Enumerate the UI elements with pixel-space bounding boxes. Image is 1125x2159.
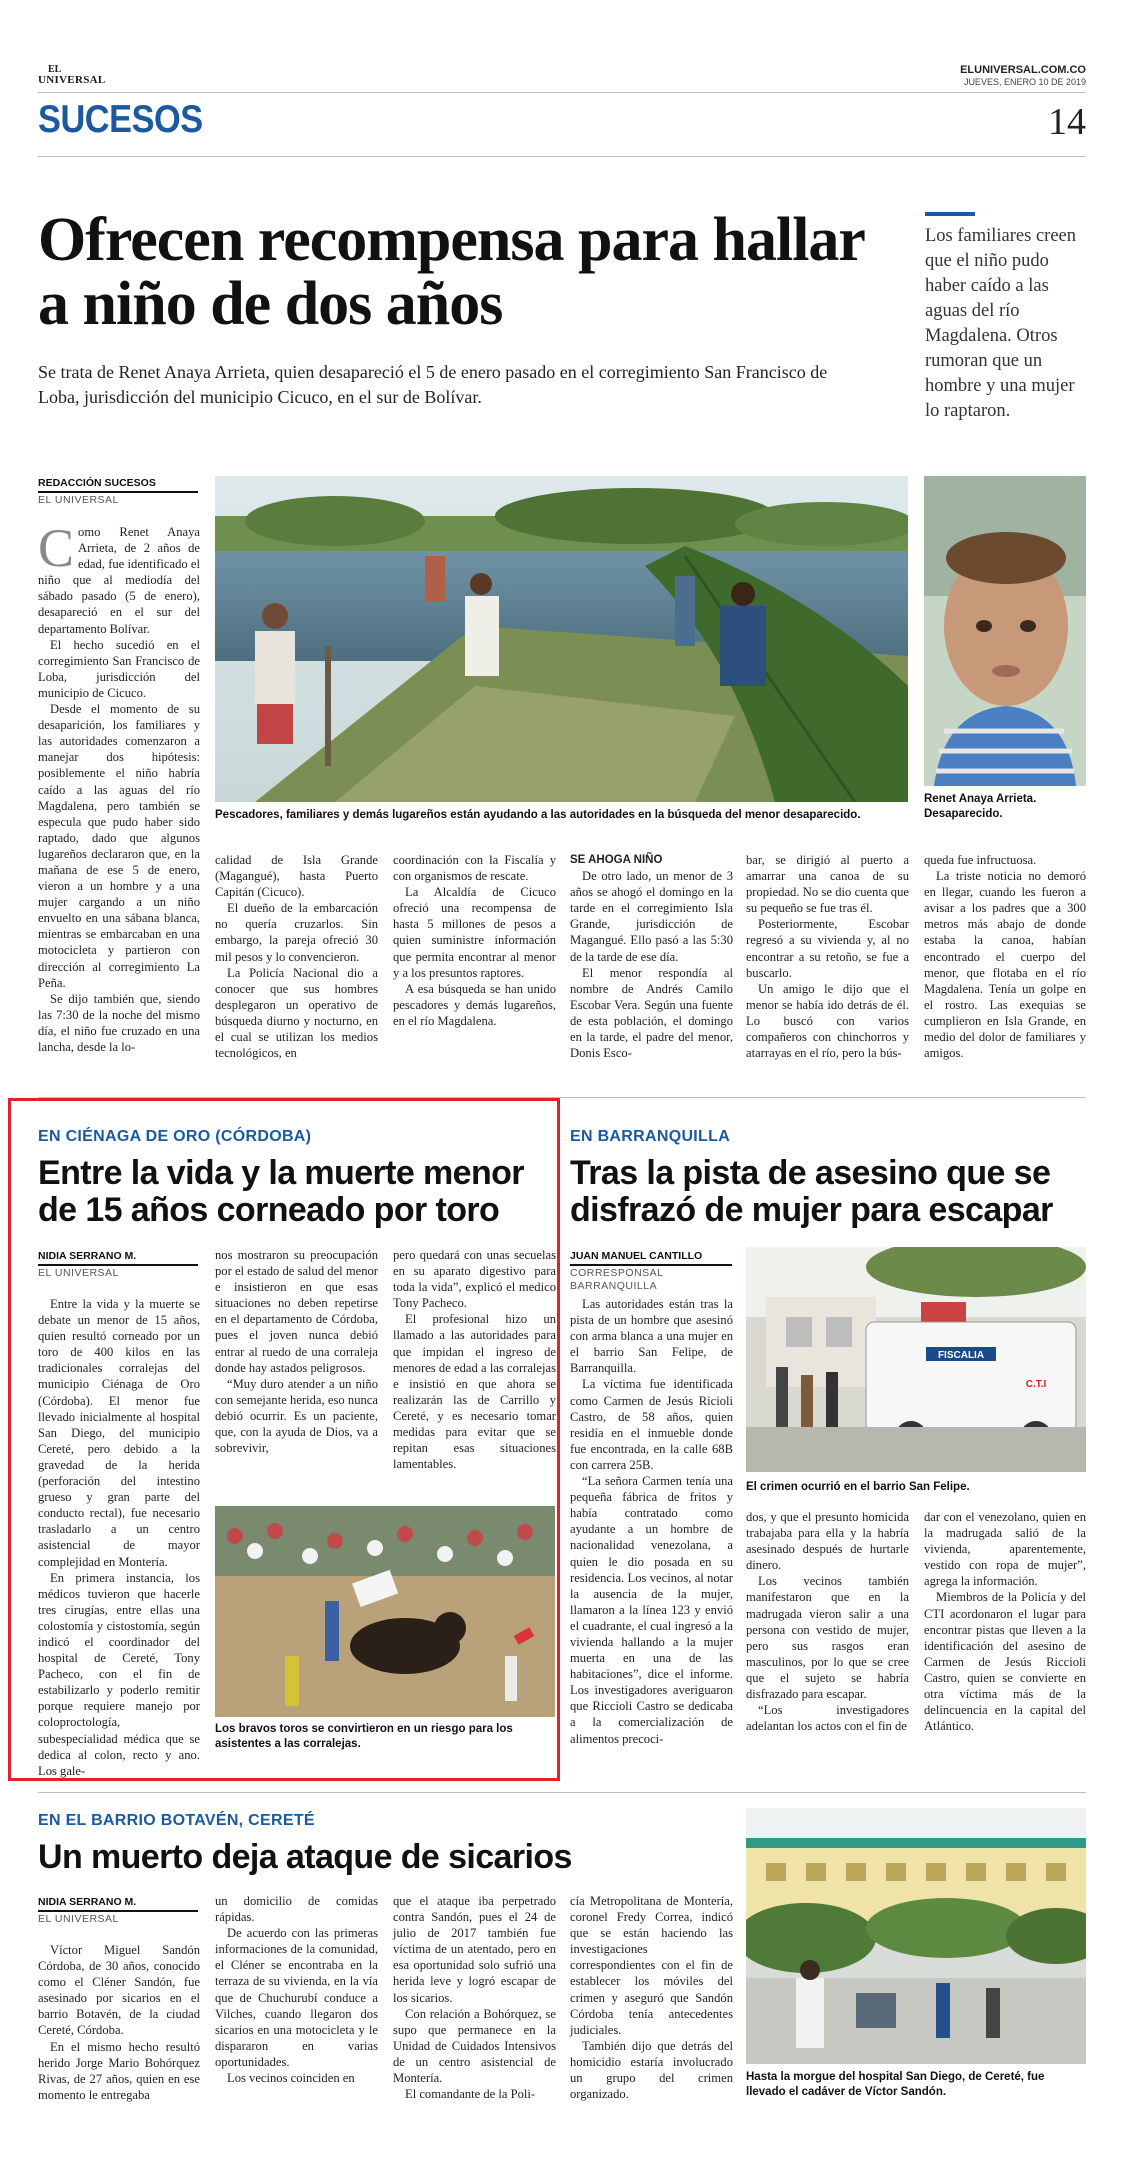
hitmen-byline: [38, 1896, 198, 1926]
bull-byline: [38, 1250, 198, 1280]
bull-col3-p2: El profesional hizo un llamado a las autoridades para que impidan el ingreso de menores de edad a las corralejas e insistió en que ahora se realizarán las de Carrillo y Cereté, y es necesario tomar medidas para evitar que se repitan esas situaciones lamentables.: [393, 1312, 556, 1472]
hitmen-col3-p2: Con relación a Bohórquez, se supo que permanece en la Unidad de Cuidados Intensivos de un centro asistencial de Montería.: [393, 2006, 556, 2086]
pullquote-accent: [925, 212, 975, 216]
child-photo-caption: Renet Anaya Arrieta. Desaparecido.: [924, 793, 1037, 820]
killer-col2-p1: dos, y que el presunto homicida trabajaba para ella y la habría asesinado después de hurtarle dinero.: [746, 1510, 909, 1573]
lead-pullquote: Los familiares creen que el niño pudo haber caído a las aguas del río Magdalena. Otros rumoran que un hombre y una mujer lo raptaron.: [925, 226, 1077, 421]
corraleja-photo: [215, 1506, 555, 1717]
hospital-photo-caption: Hasta la morgue del hospital San Diego, de Cereté, fue llevado el cadáver de Víctor Sandón.: [746, 2071, 1045, 2098]
killer-kicker: EN BARRANQUILLA: [570, 1128, 731, 1145]
masthead-rule-bottom: [38, 156, 1086, 157]
killer-column-2: [746, 1509, 909, 1734]
child-photo: [924, 476, 1086, 786]
hitmen-col3-p1: que el ataque iba perpetrado contra Sandón, pues el 24 de julio de 2017 también fue víctima de un atentado, pero en esa oportunidad solo sufrió una herida leve y logró escapar de los sicarios.: [393, 1894, 556, 2005]
hospital-photo: [746, 1808, 1086, 2064]
bull-column-2: [215, 1247, 378, 1456]
hitmen-col2-p2: De acuerdo con las primeras informaciones de la comunidad, el Cléner se encontraba en la terraza de su vivienda, en la vía que de Chuchurubí conduce a Vilches, cuando llegaron dos sicarios en una motocicleta y le dispararon en varias oportunidades.: [215, 1926, 378, 2069]
lead-col1-p2: El hecho sucedió en el corregimiento San Francisco de Loba, jurisdicción del municipio de Cicuco.: [38, 637, 200, 700]
lead-column-6: [924, 852, 1086, 1061]
byline-outlet: EL UNIVERSAL: [38, 1267, 119, 1279]
lead-column-4: [570, 852, 733, 1061]
hitmen-column-2: [215, 1893, 378, 2086]
page-number: 14: [1048, 101, 1086, 143]
lead-col1-p3: Desde el momento de su desaparición, los familiares y las autoridades comenzaron a manejar dos hipótesis: posiblemente el niño habría caído a las aguas del río Magdalena, pero también se especula que pudo haber sido raptado, dado que algunos lugareños declararon que, en la mañana de ese 5 de enero, vieron a un hombre y a una mujer cargando a un niño envuelto en una sábana blanca, mientras se embarcaban en una motocicleta y partieron con dirección al corregimiento La Peña.: [38, 702, 200, 990]
lead-subhead: SE AHOGA NIÑO: [570, 854, 663, 866]
ambulance-label: FISCALIA: [937, 1350, 985, 1361]
lead-col3-p2: La Alcaldía de Cicuco ofreció una recompensa de hasta 5 millones de pesos a quien suministre información que permita encontrar al menor y a los presuntos raptores.: [393, 885, 556, 980]
killer-col1-p1: Las autoridades están tras la pista de un hombre que asesinó con arma blanca a una mujer en el barrio San Felipe, de Barranquilla.: [570, 1297, 733, 1376]
byline-outlet: EL UNIVERSAL: [38, 494, 119, 506]
killer-col1-p2: La víctima fue identificada como Carmen de Jesús Ricioli Castro, de 58 años, quien residía en el inmueble donde fue encontrada, en la calle 68B con carrera 25B.: [570, 1377, 733, 1472]
corraleja-photo-caption: Los bravos toros se convirtieron en un riesgo para los asistentes a las corralejas.: [215, 1723, 513, 1750]
section-divider-2: [38, 1792, 1086, 1793]
search-photo: [215, 476, 908, 802]
masthead-rule-top: [38, 92, 1086, 93]
crime-scene-photo: [746, 1247, 1086, 1472]
lead-col2-p3: La Policía Nacional dio a conocer que sus hombres desplegaron un operativo de búsqueda diurno y nocturno, en el cual se utilizan los medios tecnológicos, en: [215, 965, 378, 1061]
hitmen-col2-p3: Los vecinos coinciden en: [227, 2071, 355, 2086]
lead-headline: Ofrecen recompensa para hallar a niño de dos años: [38, 206, 864, 338]
byline-outlet: CORRESPONSAL BARRANQUILLA: [570, 1267, 664, 1292]
lead-col5-p2: Posteriormente, Escobar regresó a su vivienda y, al no encontrar a su retoño, se fue a buscarlo.: [746, 917, 909, 980]
byline-name: NIDIA SERRANO M.: [38, 1250, 198, 1266]
lead-col6-p1: queda fue infructuosa.: [924, 853, 1037, 867]
bull-col2-p2: “Muy duro atender a un niño con semejante herida, eso nunca debió ocurrir. Es un paciente, que, con la ayuda de Dios, va a sobrevivir,: [215, 1376, 378, 1456]
dropcap: C: [38, 518, 75, 578]
lead-col1-p4: Se dijo también que, siendo las 7:30 de la noche del mismo día, el niño fue cruzado en una lancha, desde la lo-: [38, 991, 200, 1054]
bull-kicker: EN CIÉNAGA DE ORO (CÓRDOBA): [38, 1128, 312, 1145]
lead-column-2: [215, 852, 378, 1061]
killer-col3-p2: Miembros de la Policía y del CTI acordonaron el lugar para encontrar pistas que lleven a la identificación del asesino de Carmen de Jesús Riccioli Castro, quien se convierte en otra víctima más de la delincuencia en la capital del Atlántico.: [924, 1590, 1086, 1734]
lead-col2-p2: El dueño de la embarcación no quería cruzarlos. Sin embargo, la pareja ofreció 30 mil pesos y lo convencieron.: [215, 901, 378, 964]
hitmen-column-4: [570, 1893, 733, 2102]
website: ELUNIVERSAL.COM.CO: [960, 64, 1086, 76]
killer-column-1: [570, 1296, 733, 1747]
lead-col3-p3: A esa búsqueda se han unido pescadores y demás lugareños, en el río Magdalena.: [393, 981, 556, 1028]
date: JUEVES, ENERO 10 DE 2019: [963, 77, 1086, 87]
bull-col3-p1: pero quedará con unas secuelas en su aparato digestivo para toda la vida”, explicó el medico Tony Pacheco.: [393, 1248, 556, 1311]
lead-deck: Se trata de Renet Anaya Arrieta, quien desapareció el 5 de enero pasado en el corregimiento San Francisco de Loba, jurisdicción del municipio Cicuco, en el sur de Bolívar.: [38, 362, 828, 407]
bull-column-3: [393, 1247, 556, 1472]
hitmen-column-1: [38, 1942, 200, 2103]
ambulance-cti: C.T.I: [1025, 1379, 1047, 1390]
masthead: [38, 64, 1086, 164]
hitmen-col1-p2: En el mismo hecho resultó herido Jorge Mario Bohórquez Rivas, de 27 años, quien en ese momento le entregaba: [38, 2039, 200, 2102]
bull-col1-p2: En primera instancia, los médicos tuvieron que hacerle tres cirugías, entre ellas una colostomía y cistostomía, según indicó el coordinador del hospital de Cereté, Tony Pacheco, con el fin de estabilizarlo y poderlo remitir porque requiere manejo por coloproctología, subespecialidad médica que se dedica al colon, recto y ano. Los gale-: [38, 1570, 200, 1778]
lead-column-5: [746, 852, 909, 1061]
lead-column-3: [393, 852, 556, 1029]
hitmen-col2-p1: un domicilio de comidas rápidas.: [215, 1894, 378, 1925]
lead-col6-p2: La triste noticia no demoró en llegar, cuando les fueron a avisar a los padres que a 300 metros más abajo de donde estaba la canoa, habían encontrado el cuerpo del menor, que flotaba en el río Magdalena. Tenía un golpe en el rostro. Las exequias se cumplieron en Isla Grande, en medio del dolor de familiares y amigos.: [924, 869, 1086, 1061]
lead-col2-p1: calidad de Isla Grande (Magangué), hasta Puerto Capitán (Cicuco).: [215, 853, 378, 900]
crime-scene-caption: El crimen ocurrió en el barrio San Felipe.: [746, 1481, 970, 1493]
section-title: SUCESOS: [38, 98, 203, 141]
killer-col2-p2: Los vecinos también manifestaron que en la madrugada vieron salir a una persona con vestido de mujer, pero sus rasgos eran masculinos, por lo que se cree que el sujeto se habría disfrazado para escapar.: [746, 1574, 909, 1702]
hitmen-column-3: [393, 1893, 556, 2102]
hitmen-col4-p2: También dijo que detrás del homicidio estaría involucrado un grupo del crimen organizado.: [570, 2038, 733, 2102]
lead-col1-first: omo Renet Anaya Arrieta, de 2 años de edad, fue identificado el niño que al mediodía del sábado pasado (5 de enero), desapareció en el sur del departamento Bolívar.: [38, 525, 200, 636]
lead-col4-p2: El menor respondía al nombre de Andrés Camilo Escobar Vera. Según una fuente de esta población, el domingo en la tarde, el padre del menor, Donis Esco-: [570, 965, 733, 1061]
bull-headline: Entre la vida y la muerte menor de 15 años corneado por toro: [38, 1154, 524, 1229]
hitmen-headline: Un muerto deja ataque de sicarios: [38, 1838, 572, 1876]
killer-column-3: [924, 1509, 1086, 1734]
killer-headline: Tras la pista de asesino que se disfrazó de mujer para escapar: [570, 1154, 1053, 1229]
bull-column-1: [38, 1296, 200, 1779]
logo-line2: UNIVERSAL: [38, 74, 106, 86]
bull-col1-p1: Entre la vida y la muerte se debate un menor de 15 años, quien resultó corneado por un toro de 400 kilos en las tradicionales corralejas del municipio Ciénaga de Oro (Córdoba). El menor fue llevado inicialmente al hospital San Diego, del municipio Cereté, pero debido a la gravedad de la herida (perforación del intestino grueso y gran parte del conducto rectal), fue necesario trasladarlo a un centro asistencial de mayor complejidad en Montería.: [38, 1297, 200, 1569]
lead-column-1: [38, 518, 200, 1055]
hitmen-kicker: EN EL BARRIO BOTAVÉN, CERETÉ: [38, 1812, 315, 1829]
hitmen-col1-p1: Víctor Miguel Sandón Córdoba, de 30 años, conocido como el Cléner Sandón, fue asesinado por sicarios en el barrio Botavén, de la ciudad Cereté, Córdoba.: [38, 1943, 200, 2038]
hitmen-col4-p1: cía Metropolitana de Montería, coronel Fredy Correa, indicó que se están haciendo las investigaciones correspondientes con el fin de establecer los móviles del crimen y aseguró que Sandón Córdoba tenía antecedentes judiciales.: [570, 1894, 733, 2037]
lead-col5-p3: Un amigo le dijo que el menor se había ido detrás de él. Lo buscó con varios compañeros con chinchorros y atarrayas en el río, pero la bús-: [746, 981, 909, 1061]
killer-col1-p3: “La señora Carmen tenía una pequeña fábrica de fritos y había contratado como ayudante a un hombre de nacionalidad venezolana, a quien le dio posada en su residencia. Los vecinos, al notar la ausencia de la mujer, llamaron a la línea 123 y envió el cuadrante, el cual ingresó a la vivienda hallando a la mujer muerta en una de las habitaciones”, dice el informe. Los investigadores averiguaron que Riccioli Castro se dedicaba a la comercialización de alimentos precoci-: [570, 1474, 733, 1746]
byline-name: NIDIA SERRANO M.: [38, 1896, 198, 1912]
lead-col3-p1: coordinación con la Fiscalía y con organismos de rescate.: [393, 853, 556, 884]
killer-col2-p3: “Los investigadores adelantan los actos con el fin de: [746, 1703, 909, 1734]
lead-col4-p1: De otro lado, un menor de 3 años se ahogó el domingo en la tarde en el corregimiento Isla Grande, jurisdicción de Magangué. Ello pasó a las 5:30 de la tarde de ese día.: [570, 869, 733, 964]
killer-col3-p1: dar con el venezolano, quien en la madrugada salió de la vivienda, aparentemente, vestido con ropa de mujer”, agrega la información.: [924, 1510, 1086, 1589]
byline-outlet: EL UNIVERSAL: [38, 1913, 119, 1925]
bull-col2-p1: nos mostraron su preocupación por el estado de salud del menor e insistieron en que esas situaciones no deben repetirse en el departamento de Córdoba, pues el joven nunca debió entrar al ruedo de una corraleja donde hay astados peligrosos.: [215, 1248, 378, 1375]
lead-col5-p1: bar, se dirigió al puerto a amarrar una canoa de su propiedad. No se dio cuenta que su pequeño se fue tras él.: [746, 853, 909, 916]
logo-line1: EL: [48, 64, 62, 75]
killer-byline: [570, 1250, 732, 1293]
byline-name: JUAN MANUEL CANTILLO: [570, 1250, 732, 1266]
hitmen-col3-p3: El comandante de la Poli-: [405, 2087, 536, 2102]
search-photo-caption: Pescadores, familiares y demás lugareños están ayudando a las autoridades en la búsqueda del menor desaparecido.: [215, 809, 861, 821]
byline-name: REDACCIÓN SUCESOS: [38, 477, 198, 493]
lead-byline: [38, 477, 198, 507]
